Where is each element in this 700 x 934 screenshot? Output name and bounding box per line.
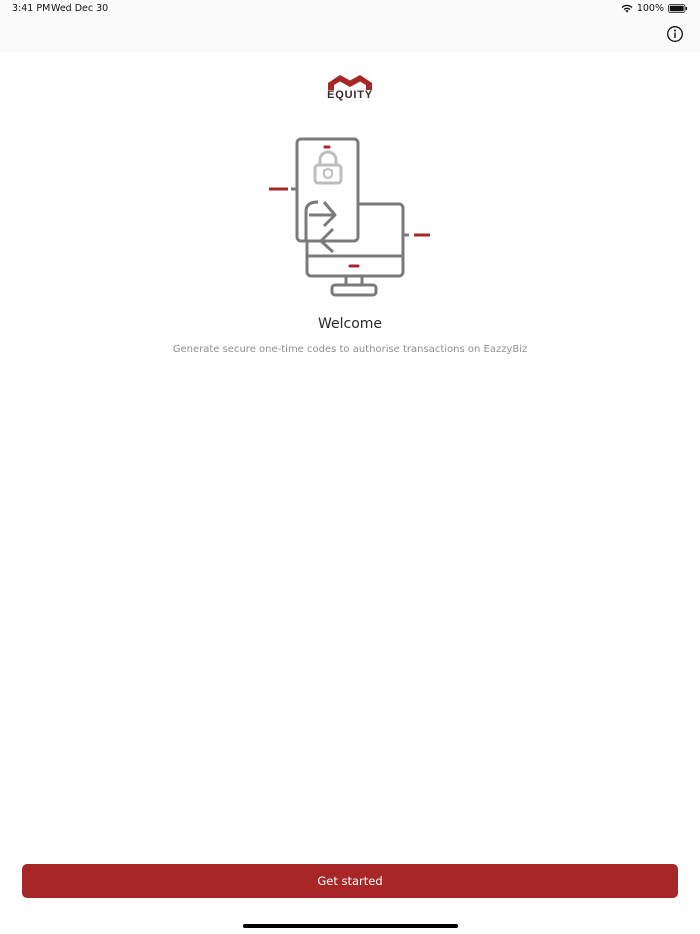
status-and-nav-bar: [0, 0, 700, 52]
battery-icon: [668, 4, 688, 13]
home-indicator[interactable]: [243, 924, 458, 928]
status-time: 3:41 PM: [12, 3, 51, 14]
info-icon[interactable]: [665, 24, 685, 44]
welcome-subtitle: Generate secure one-time codes to authorise transactions on EazzyBiz: [172, 344, 528, 355]
welcome-title: Welcome: [317, 316, 383, 332]
logo-wordmark: EQUITY: [327, 89, 373, 101]
get-started-button[interactable]: Get started: [22, 864, 678, 898]
wifi-icon: [621, 4, 633, 13]
status-indicators: [621, 2, 688, 15]
equity-logo: [326, 73, 374, 105]
status-date: Wed Dec 30: [51, 3, 109, 14]
phone-to-desktop-secure-transfer-illustration: [266, 136, 434, 300]
battery-percent: 100%: [636, 3, 664, 14]
